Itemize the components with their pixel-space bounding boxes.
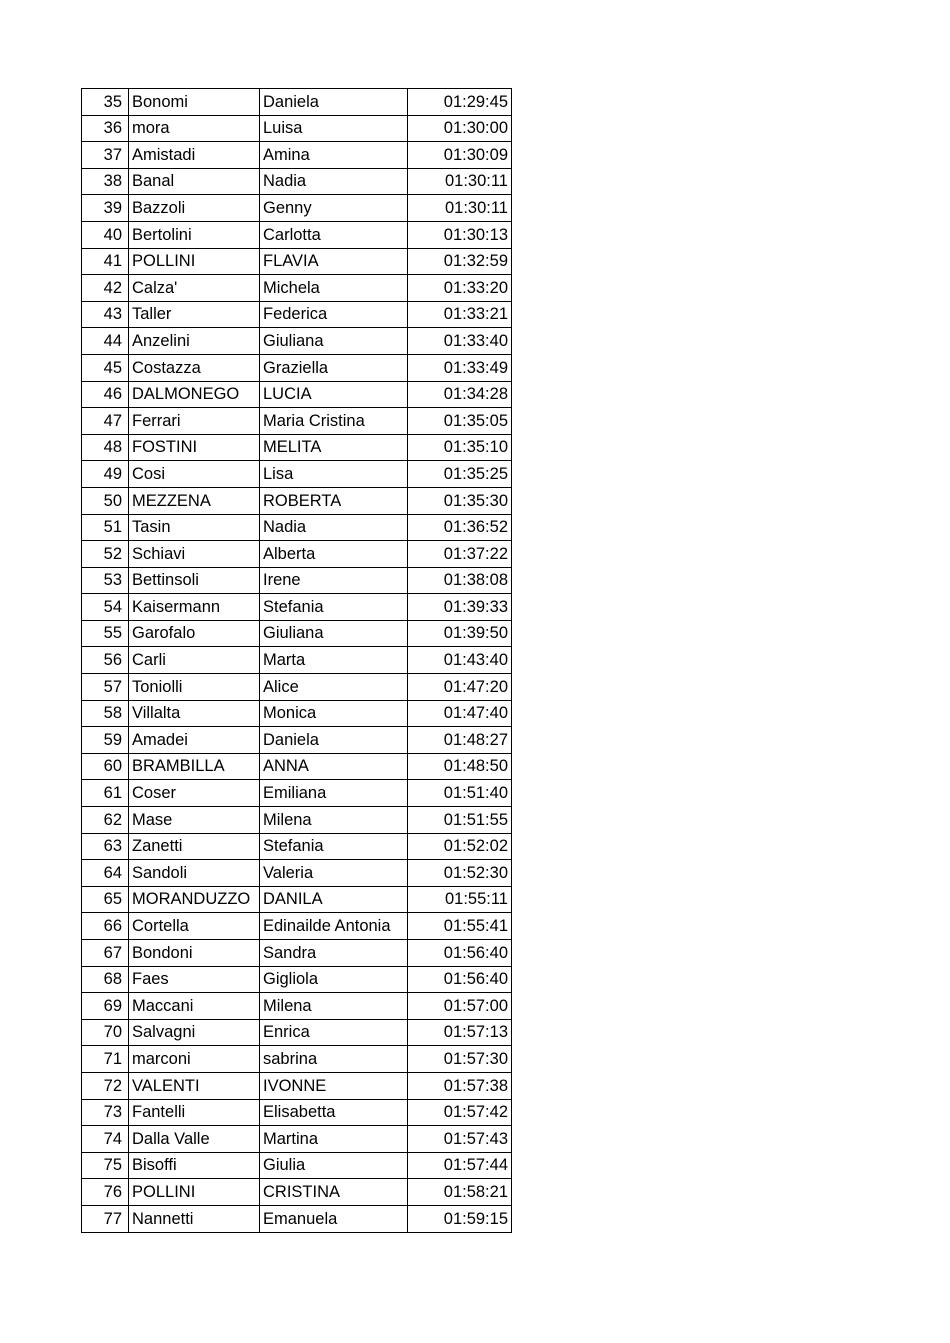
first-name-cell: Elisabetta bbox=[260, 1099, 408, 1126]
table-row bbox=[82, 195, 512, 222]
first-name-cell: ROBERTA bbox=[260, 487, 408, 514]
position-cell: 64 bbox=[82, 860, 129, 887]
time-cell: 01:32:59 bbox=[408, 248, 512, 275]
position-cell: 39 bbox=[82, 195, 129, 222]
first-name-cell: Irene bbox=[260, 567, 408, 594]
time-cell: 01:36:52 bbox=[408, 514, 512, 541]
table-row bbox=[82, 1072, 512, 1099]
first-name-cell: Daniela bbox=[260, 89, 408, 116]
position-cell: 53 bbox=[82, 567, 129, 594]
first-name-cell: Emanuela bbox=[260, 1205, 408, 1232]
position-cell: 42 bbox=[82, 275, 129, 302]
surname-cell: FOSTINI bbox=[129, 434, 260, 461]
surname-cell: Calza' bbox=[129, 275, 260, 302]
position-cell: 75 bbox=[82, 1152, 129, 1179]
table-row bbox=[82, 700, 512, 727]
position-cell: 48 bbox=[82, 434, 129, 461]
time-cell: 01:30:11 bbox=[408, 195, 512, 222]
position-cell: 45 bbox=[82, 354, 129, 381]
first-name-cell: DANILA bbox=[260, 886, 408, 913]
table-row bbox=[82, 115, 512, 142]
time-cell: 01:57:00 bbox=[408, 993, 512, 1020]
time-cell: 01:48:50 bbox=[408, 753, 512, 780]
surname-cell: Amadei bbox=[129, 727, 260, 754]
position-cell: 41 bbox=[82, 248, 129, 275]
surname-cell: Faes bbox=[129, 966, 260, 993]
first-name-cell: Stefania bbox=[260, 594, 408, 621]
surname-cell: Anzelini bbox=[129, 328, 260, 355]
position-cell: 54 bbox=[82, 594, 129, 621]
time-cell: 01:55:41 bbox=[408, 913, 512, 940]
time-cell: 01:59:15 bbox=[408, 1205, 512, 1232]
time-cell: 01:37:22 bbox=[408, 541, 512, 568]
time-cell: 01:51:40 bbox=[408, 780, 512, 807]
table-row bbox=[82, 354, 512, 381]
position-cell: 70 bbox=[82, 1019, 129, 1046]
time-cell: 01:30:00 bbox=[408, 115, 512, 142]
time-cell: 01:38:08 bbox=[408, 567, 512, 594]
table-row bbox=[82, 1046, 512, 1073]
first-name-cell: Maria Cristina bbox=[260, 408, 408, 435]
first-name-cell: Nadia bbox=[260, 514, 408, 541]
surname-cell: Costazza bbox=[129, 354, 260, 381]
surname-cell: Bisoffi bbox=[129, 1152, 260, 1179]
first-name-cell: Stefania bbox=[260, 833, 408, 860]
table-row bbox=[82, 753, 512, 780]
table-row bbox=[82, 860, 512, 887]
surname-cell: Villalta bbox=[129, 700, 260, 727]
position-cell: 61 bbox=[82, 780, 129, 807]
table-row bbox=[82, 1126, 512, 1153]
table-row bbox=[82, 966, 512, 993]
table-row bbox=[82, 1019, 512, 1046]
time-cell: 01:48:27 bbox=[408, 727, 512, 754]
time-cell: 01:35:10 bbox=[408, 434, 512, 461]
first-name-cell: Michela bbox=[260, 275, 408, 302]
first-name-cell: Marta bbox=[260, 647, 408, 674]
position-cell: 58 bbox=[82, 700, 129, 727]
position-cell: 74 bbox=[82, 1126, 129, 1153]
surname-cell: Kaisermann bbox=[129, 594, 260, 621]
time-cell: 01:56:40 bbox=[408, 940, 512, 967]
first-name-cell: Graziella bbox=[260, 354, 408, 381]
table-row bbox=[82, 1179, 512, 1206]
first-name-cell: Lisa bbox=[260, 461, 408, 488]
table-row bbox=[82, 461, 512, 488]
position-cell: 73 bbox=[82, 1099, 129, 1126]
table-row bbox=[82, 567, 512, 594]
position-cell: 60 bbox=[82, 753, 129, 780]
table-row bbox=[82, 727, 512, 754]
first-name-cell: CRISTINA bbox=[260, 1179, 408, 1206]
surname-cell: Sandoli bbox=[129, 860, 260, 887]
first-name-cell: Daniela bbox=[260, 727, 408, 754]
position-cell: 51 bbox=[82, 514, 129, 541]
surname-cell: Banal bbox=[129, 168, 260, 195]
table-row bbox=[82, 514, 512, 541]
table-row bbox=[82, 620, 512, 647]
position-cell: 49 bbox=[82, 461, 129, 488]
time-cell: 01:57:30 bbox=[408, 1046, 512, 1073]
time-cell: 01:43:40 bbox=[408, 647, 512, 674]
time-cell: 01:33:21 bbox=[408, 301, 512, 328]
surname-cell: Schiavi bbox=[129, 541, 260, 568]
surname-cell: Carli bbox=[129, 647, 260, 674]
time-cell: 01:33:49 bbox=[408, 354, 512, 381]
position-cell: 55 bbox=[82, 620, 129, 647]
time-cell: 01:47:20 bbox=[408, 674, 512, 701]
first-name-cell: Enrica bbox=[260, 1019, 408, 1046]
surname-cell: Tasin bbox=[129, 514, 260, 541]
surname-cell: Ferrari bbox=[129, 408, 260, 435]
position-cell: 50 bbox=[82, 487, 129, 514]
position-cell: 36 bbox=[82, 115, 129, 142]
position-cell: 72 bbox=[82, 1072, 129, 1099]
time-cell: 01:57:42 bbox=[408, 1099, 512, 1126]
surname-cell: MORANDUZZO bbox=[129, 886, 260, 913]
first-name-cell: Luisa bbox=[260, 115, 408, 142]
surname-cell: Coser bbox=[129, 780, 260, 807]
surname-cell: Bettinsoli bbox=[129, 567, 260, 594]
table-row bbox=[82, 142, 512, 169]
position-cell: 76 bbox=[82, 1179, 129, 1206]
first-name-cell: sabrina bbox=[260, 1046, 408, 1073]
position-cell: 57 bbox=[82, 674, 129, 701]
table-row bbox=[82, 1152, 512, 1179]
first-name-cell: Alice bbox=[260, 674, 408, 701]
time-cell: 01:35:25 bbox=[408, 461, 512, 488]
position-cell: 69 bbox=[82, 993, 129, 1020]
surname-cell: Dalla Valle bbox=[129, 1126, 260, 1153]
position-cell: 38 bbox=[82, 168, 129, 195]
first-name-cell: Valeria bbox=[260, 860, 408, 887]
table-row bbox=[82, 674, 512, 701]
first-name-cell: Federica bbox=[260, 301, 408, 328]
table-row bbox=[82, 886, 512, 913]
table-row bbox=[82, 408, 512, 435]
first-name-cell: Carlotta bbox=[260, 221, 408, 248]
position-cell: 46 bbox=[82, 381, 129, 408]
first-name-cell: Milena bbox=[260, 993, 408, 1020]
surname-cell: Toniolli bbox=[129, 674, 260, 701]
table-row bbox=[82, 221, 512, 248]
surname-cell: Zanetti bbox=[129, 833, 260, 860]
first-name-cell: Sandra bbox=[260, 940, 408, 967]
table-row bbox=[82, 275, 512, 302]
time-cell: 01:39:50 bbox=[408, 620, 512, 647]
table-row bbox=[82, 807, 512, 834]
table-row bbox=[82, 1205, 512, 1232]
table-row bbox=[82, 647, 512, 674]
position-cell: 62 bbox=[82, 807, 129, 834]
first-name-cell: FLAVIA bbox=[260, 248, 408, 275]
position-cell: 68 bbox=[82, 966, 129, 993]
first-name-cell: Nadia bbox=[260, 168, 408, 195]
time-cell: 01:57:44 bbox=[408, 1152, 512, 1179]
first-name-cell: Alberta bbox=[260, 541, 408, 568]
table-row bbox=[82, 168, 512, 195]
time-cell: 01:56:40 bbox=[408, 966, 512, 993]
surname-cell: Maccani bbox=[129, 993, 260, 1020]
first-name-cell: Giulia bbox=[260, 1152, 408, 1179]
position-cell: 35 bbox=[82, 89, 129, 116]
first-name-cell: MELITA bbox=[260, 434, 408, 461]
surname-cell: Taller bbox=[129, 301, 260, 328]
time-cell: 01:52:30 bbox=[408, 860, 512, 887]
first-name-cell: Monica bbox=[260, 700, 408, 727]
table-row bbox=[82, 594, 512, 621]
surname-cell: POLLINI bbox=[129, 1179, 260, 1206]
surname-cell: Bertolini bbox=[129, 221, 260, 248]
first-name-cell: IVONNE bbox=[260, 1072, 408, 1099]
position-cell: 63 bbox=[82, 833, 129, 860]
surname-cell: Amistadi bbox=[129, 142, 260, 169]
table-row bbox=[82, 301, 512, 328]
surname-cell: Cosi bbox=[129, 461, 260, 488]
surname-cell: mora bbox=[129, 115, 260, 142]
time-cell: 01:35:05 bbox=[408, 408, 512, 435]
time-cell: 01:30:09 bbox=[408, 142, 512, 169]
position-cell: 47 bbox=[82, 408, 129, 435]
position-cell: 67 bbox=[82, 940, 129, 967]
table-row bbox=[82, 248, 512, 275]
position-cell: 37 bbox=[82, 142, 129, 169]
results-body bbox=[82, 89, 512, 1233]
table-row bbox=[82, 993, 512, 1020]
table-row bbox=[82, 541, 512, 568]
first-name-cell: Genny bbox=[260, 195, 408, 222]
time-cell: 01:58:21 bbox=[408, 1179, 512, 1206]
surname-cell: Bonomi bbox=[129, 89, 260, 116]
time-cell: 01:33:40 bbox=[408, 328, 512, 355]
surname-cell: Bazzoli bbox=[129, 195, 260, 222]
time-cell: 01:30:13 bbox=[408, 221, 512, 248]
table-row bbox=[82, 381, 512, 408]
table-row bbox=[82, 434, 512, 461]
first-name-cell: Giuliana bbox=[260, 328, 408, 355]
surname-cell: Nannetti bbox=[129, 1205, 260, 1232]
time-cell: 01:30:11 bbox=[408, 168, 512, 195]
position-cell: 59 bbox=[82, 727, 129, 754]
table-row bbox=[82, 89, 512, 116]
results-table bbox=[81, 88, 512, 1233]
surname-cell: DALMONEGO bbox=[129, 381, 260, 408]
first-name-cell: Amina bbox=[260, 142, 408, 169]
surname-cell: Cortella bbox=[129, 913, 260, 940]
surname-cell: BRAMBILLA bbox=[129, 753, 260, 780]
surname-cell: MEZZENA bbox=[129, 487, 260, 514]
first-name-cell: Gigliola bbox=[260, 966, 408, 993]
position-cell: 66 bbox=[82, 913, 129, 940]
first-name-cell: Edinailde Antonia bbox=[260, 913, 408, 940]
table-row bbox=[82, 328, 512, 355]
table-row bbox=[82, 940, 512, 967]
position-cell: 40 bbox=[82, 221, 129, 248]
surname-cell: VALENTI bbox=[129, 1072, 260, 1099]
first-name-cell: ANNA bbox=[260, 753, 408, 780]
first-name-cell: Emiliana bbox=[260, 780, 408, 807]
time-cell: 01:39:33 bbox=[408, 594, 512, 621]
first-name-cell: Giuliana bbox=[260, 620, 408, 647]
surname-cell: POLLINI bbox=[129, 248, 260, 275]
first-name-cell: Milena bbox=[260, 807, 408, 834]
time-cell: 01:52:02 bbox=[408, 833, 512, 860]
time-cell: 01:34:28 bbox=[408, 381, 512, 408]
surname-cell: Bondoni bbox=[129, 940, 260, 967]
time-cell: 01:57:43 bbox=[408, 1126, 512, 1153]
table-row bbox=[82, 780, 512, 807]
time-cell: 01:35:30 bbox=[408, 487, 512, 514]
time-cell: 01:47:40 bbox=[408, 700, 512, 727]
table-row bbox=[82, 833, 512, 860]
time-cell: 01:55:11 bbox=[408, 886, 512, 913]
time-cell: 01:51:55 bbox=[408, 807, 512, 834]
table-row bbox=[82, 487, 512, 514]
table-row bbox=[82, 913, 512, 940]
position-cell: 43 bbox=[82, 301, 129, 328]
table-row bbox=[82, 1099, 512, 1126]
position-cell: 77 bbox=[82, 1205, 129, 1232]
surname-cell: Salvagni bbox=[129, 1019, 260, 1046]
first-name-cell: Martina bbox=[260, 1126, 408, 1153]
position-cell: 56 bbox=[82, 647, 129, 674]
position-cell: 71 bbox=[82, 1046, 129, 1073]
position-cell: 44 bbox=[82, 328, 129, 355]
surname-cell: marconi bbox=[129, 1046, 260, 1073]
surname-cell: Mase bbox=[129, 807, 260, 834]
surname-cell: Garofalo bbox=[129, 620, 260, 647]
surname-cell: Fantelli bbox=[129, 1099, 260, 1126]
time-cell: 01:33:20 bbox=[408, 275, 512, 302]
position-cell: 65 bbox=[82, 886, 129, 913]
first-name-cell: LUCIA bbox=[260, 381, 408, 408]
position-cell: 52 bbox=[82, 541, 129, 568]
time-cell: 01:29:45 bbox=[408, 89, 512, 116]
time-cell: 01:57:38 bbox=[408, 1072, 512, 1099]
time-cell: 01:57:13 bbox=[408, 1019, 512, 1046]
